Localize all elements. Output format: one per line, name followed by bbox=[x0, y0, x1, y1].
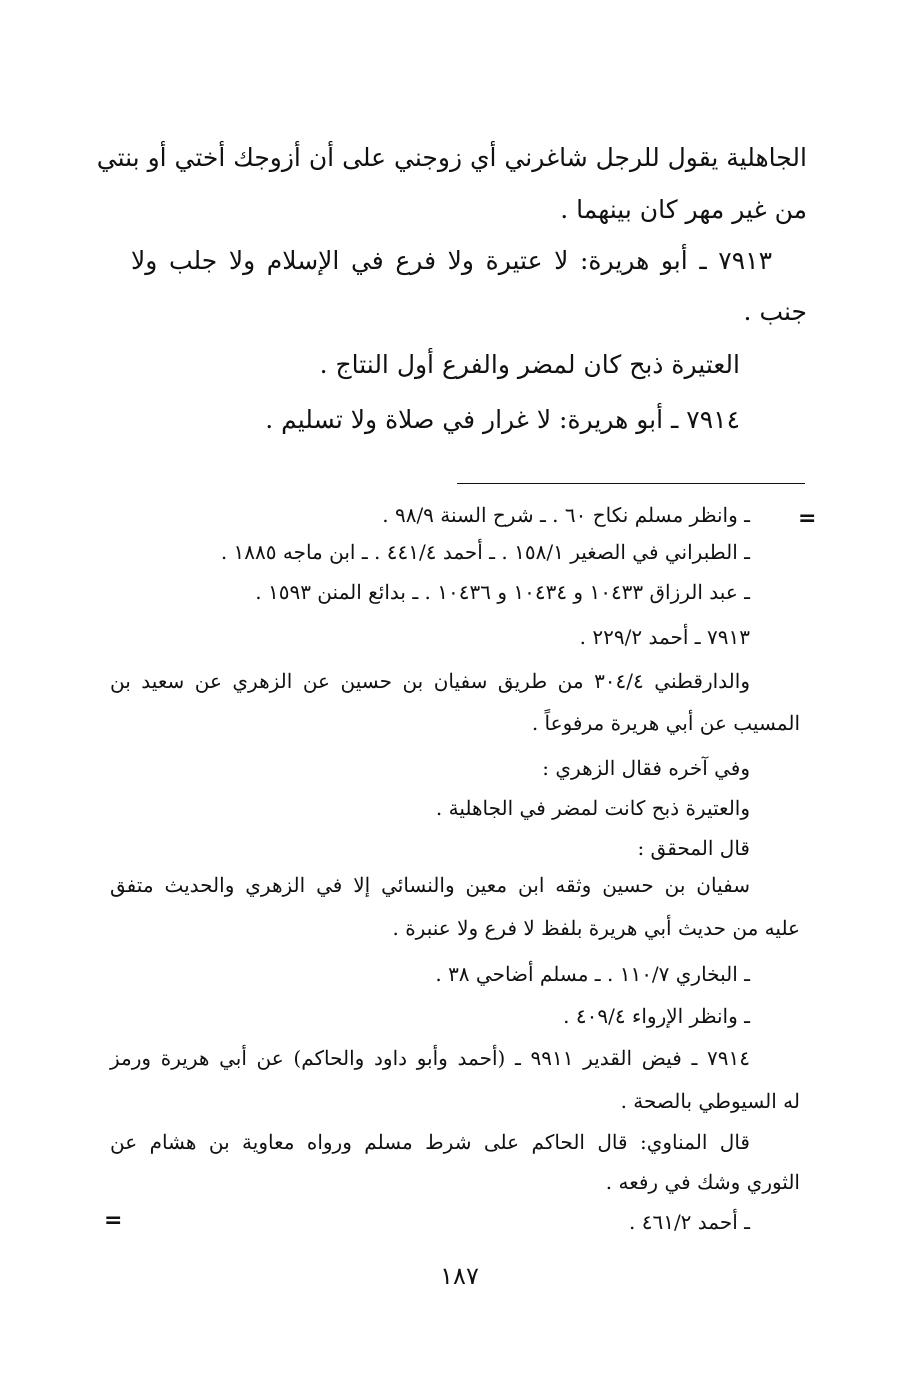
footnote-line: له السيوطي بالصحة . bbox=[620, 1089, 800, 1113]
hadith-explanation: العتيرة ذبح كان لمضر والفرع أول النتاج . bbox=[319, 350, 740, 379]
hadith-7914-text: ٧٩١٤ ـ أبو هريرة: لا غرار في صلاة ولا تسليم . bbox=[265, 405, 740, 434]
footnote-line: ـ الطبراني في الصغير ١٥٨/١ . ـ أحمد ٤٤١/٤ . ـ ابن ماجه ١٨٨٥ . bbox=[220, 540, 750, 564]
footnote-line: وفي آخره فقال الزهري : bbox=[542, 756, 750, 780]
footnote-line: قال المحقق : bbox=[637, 836, 750, 860]
footnote-separator bbox=[457, 483, 805, 484]
footnote-line: ـ البخاري ١١٠/٧ . ـ مسلم أضاحي ٣٨ . bbox=[435, 962, 750, 986]
continuation-mark: = bbox=[104, 1208, 123, 1233]
hadith-7913-text: ٧٩١٣ ـ أبو هريرة: لا عتيرة ولا فرع في الإسلام ولا جلب ولا bbox=[131, 246, 772, 275]
footnote-line: ـ أحمد ٤٦١/٢ . bbox=[629, 1210, 750, 1234]
hadith-7913-text-cont: جنب . bbox=[743, 297, 807, 326]
footnote-line: عليه من حديث أبي هريرة بلفظ لا فرع ولا عنبرة . bbox=[392, 916, 800, 940]
continuation-mark: = bbox=[798, 506, 817, 531]
main-text-line: من غير مهر كان بينهما . bbox=[560, 195, 807, 224]
footnote-line: المسيب عن أبي هريرة مرفوعاً . bbox=[531, 711, 800, 735]
footnote-line: والدارقطني ٣٠٤/٤ من طريق سفيان بن حسين عن الزهري عن سعيد بن bbox=[110, 669, 750, 693]
main-text-line: الجاهلية يقول للرجل شاغرني أي زوجني على أن أزوجك أختي أو بنتي bbox=[96, 143, 807, 172]
page-number: ١٨٧ bbox=[440, 1262, 479, 1290]
footnote-line: ـ وانظر مسلم نكاح ٦٠ . ـ شرح السنة ٩٨/٩ . bbox=[382, 503, 750, 527]
footnote-line: ٧٩١٤ ـ فيض القدير ٩٩١١ ـ (أحمد وأبو داود والحاكم) عن أبي هريرة ورمز bbox=[110, 1046, 750, 1070]
footnote-line: سفيان بن حسين وثقه ابن معين والنسائي إلا في الزهري والحديث متفق bbox=[110, 873, 750, 897]
footnote-line: ـ وانظر الإرواء ٤٠٩/٤ . bbox=[563, 1004, 750, 1028]
footnote-line: والعتيرة ذبح كانت لمضر في الجاهلية . bbox=[435, 796, 750, 820]
footnote-line: الثوري وشك في رفعه . bbox=[605, 1170, 800, 1194]
footnote-line: قال المناوي: قال الحاكم على شرط مسلم ورواه معاوية بن هشام عن bbox=[110, 1130, 750, 1154]
footnote-line: ٧٩١٣ ـ أحمد ٢٢٩/٢ . bbox=[579, 625, 750, 649]
footnote-line: ـ عبد الرزاق ١٠٤٣٣ و ١٠٤٣٤ و ١٠٤٣٦ . ـ بدائع المنن ١٥٩٣ . bbox=[255, 580, 750, 604]
